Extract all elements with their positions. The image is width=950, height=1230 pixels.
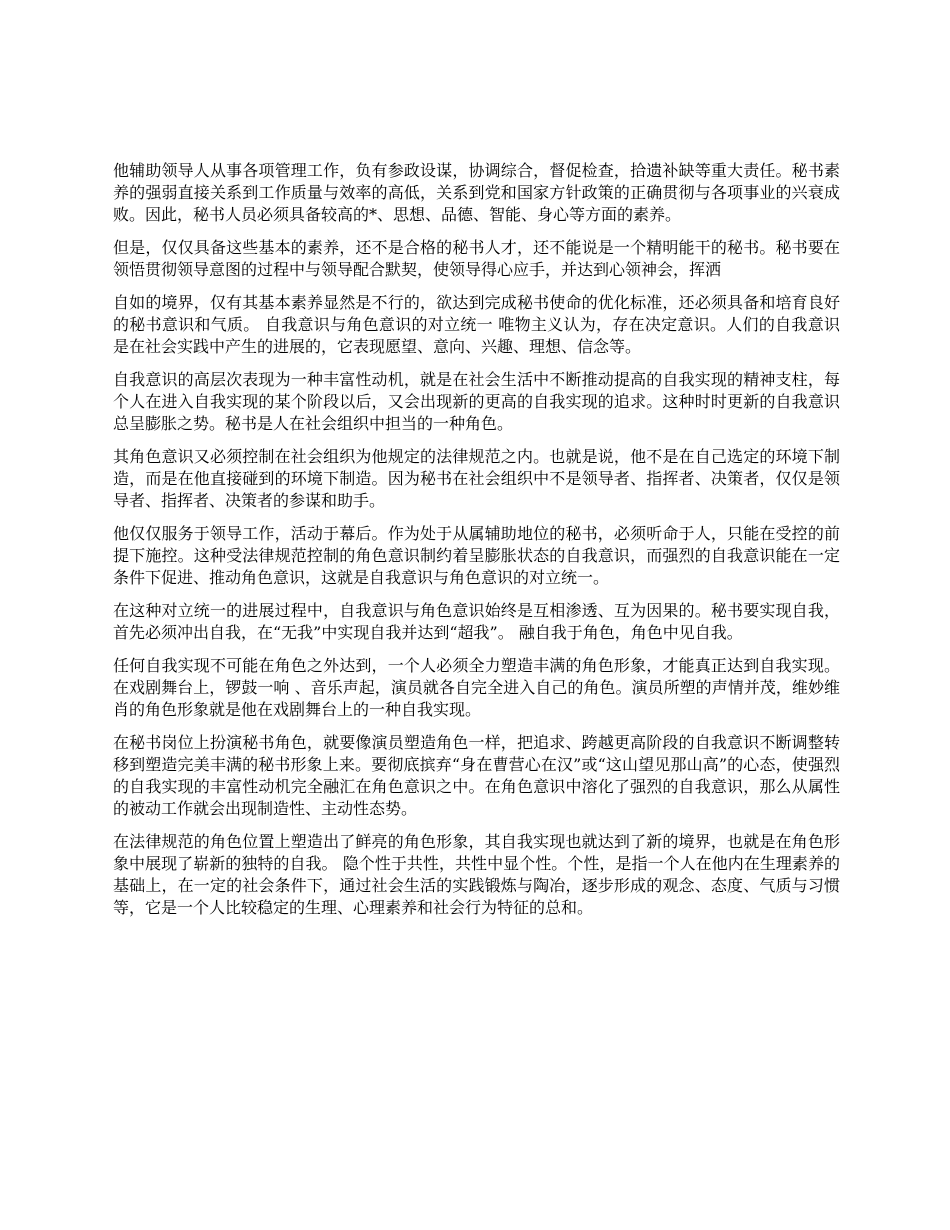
- paragraph-1: 他辅助领导人从事各项管理工作，负有参政设谋，协调综合，督促检查，拾遗补缺等重大责任。秘书素养的强弱直接关系到工作质量与效率的高低，关系到党和国家方针政策的正确贯彻与各项事业的兴衰成败。因此，秘书人员必须具备较高的*、思想、品德、智能、身心等方面的素养。: [113, 161, 840, 224]
- paragraph-8: 任何自我实现不可能在角色之外达到，一个人必须全力塑造丰满的角色形象，才能真正达到自我实现。在戏剧舞台上，锣鼓一响 、音乐声起，演员就各自完全进入自己的角色。演员所塑的声情并茂，维妙维肖的角色形象就是他在戏剧舞台上的一种自我实现。: [113, 656, 840, 719]
- paragraph-10: 在法律规范的角色位置上塑造出了鲜亮的角色形象，其自我实现也就达到了新的境界，也就是在角色形象中展现了崭新的独特的自我。 隐个性于共性，共性中显个性。个性，是指一个人在他内在生理素养的基础上，在一定的社会条件下，通过社会生活的实践锻炼与陶冶，逐步形成的观念、态度、气质与习惯等，它是一个人比较稳定的生理、心理素养和社会行为特征的总和。: [113, 832, 840, 917]
- paragraph-3: 自如的境界，仅有其基本素养显然是不行的，欲达到完成秘书使命的优化标准，还必须具备和培育良好的秘书意识和气质。 自我意识与角色意识的对立统一 唯物主义认为，存在决定意识。人们的自我意识是在社会实践中产生的进展的，它表现愿望、意向、兴趣、理想、信念等。: [113, 293, 840, 356]
- paragraph-2: 但是，仅仅具备这些基本的素养，还不是合格的秘书人才，还不能说是一个精明能干的秘书。秘书要在领悟贯彻领导意图的过程中与领导配合默契，使领导得心应手，并达到心领神会，挥洒: [113, 238, 840, 279]
- paragraph-6: 他仅仅服务于领导工作，活动于幕后。作为处于从属辅助地位的秘书，必须听命于人，只能在受控的前提下施控。这种受法律规范控制的角色意识制约着呈膨胀状态的自我意识，而强烈的自我意识能在一定条件下促进、推动角色意识，这就是自我意识与角色意识的对立统一。: [113, 524, 840, 587]
- document-body: [113, 160, 840, 930]
- paragraph-4: 自我意识的高层次表现为一种丰富性动机，就是在社会生活中不断推动提高的自我实现的精神支柱，每个人在进入自我实现的某个阶段以后，又会出现新的更高的自我实现的追求。这种时时更新的自我意识总呈膨胀之势。秘书是人在社会组织中担当的一种角色。: [113, 370, 840, 433]
- paragraph-7: 在这种对立统一的进展过程中，自我意识与角色意识始终是互相渗透、互为因果的。秘书要实现自我，首先必须冲出自我，在“无我”中实现自我并达到“超我”。 融自我于角色，角色中见自我。: [113, 601, 840, 642]
- paragraph-9: 在秘书岗位上扮演秘书角色，就要像演员塑造角色一样，把追求、跨越更高阶段的自我意识不断调整转移到塑造完美丰满的秘书形象上来。要彻底摈弃“身在曹营心在汉”或“这山望见那山高”的心态，使强烈的自我实现的丰富性动机完全融汇在角色意识之中。在角色意识中溶化了强烈的自我意识，那么从属性的被动工作就会出现制造性、主动性态势。: [113, 733, 840, 818]
- paragraph-5: 其角色意识又必须控制在社会组织为他规定的法律规范之内。也就是说，他不是在自己选定的环境下制造，而是在他直接碰到的环境下制造。因为秘书在社会组织中不是领导者、指挥者、决策者，仅仅是领导者、指挥者、决策者的参谋和助手。: [113, 447, 840, 510]
